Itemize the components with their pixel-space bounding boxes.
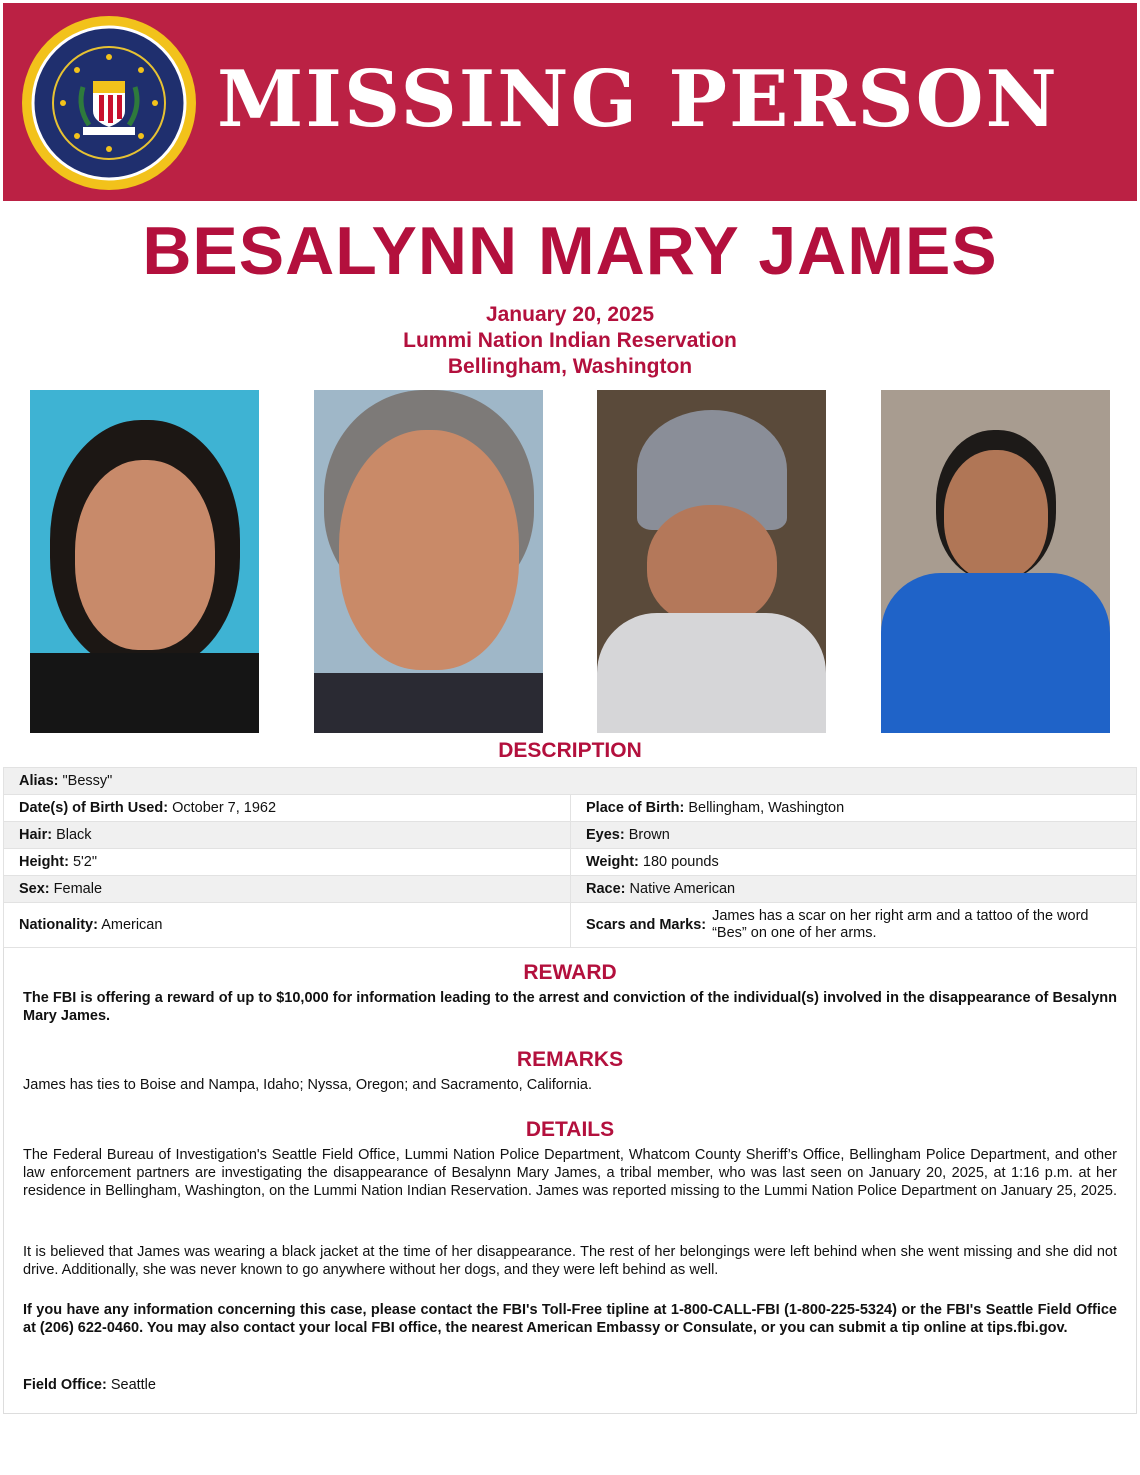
contact-paragraph: If you have any information concerning this case, please contact the FBI's Toll-Free tipline at 1-800-CALL-FBI (1-800-225-5324) or the FBI's Seattle Field Office at (206) 622-0460. You may also contact your local FBI office, the nearest American Embassy or Consulate, or you can submit a tip online at tips.fbi.gov. [23,1302,1117,1336]
missing-date: January 20, 2025 [485,303,655,326]
table-row: Alias: "Bessy" [4,768,1137,795]
details-heading: DETAILS [525,1118,615,1141]
photo-1 [30,390,259,733]
table-row: Date(s) of Birth Used: October 7, 1962 Place of Birth: Bellingham, Washington [4,795,1137,822]
table-row: Sex: Female Race: Native American [4,876,1137,903]
description-heading: DESCRIPTION [498,739,642,762]
field-office: Field Office: Seattle [23,1377,156,1393]
reward-heading: REWARD [523,961,617,984]
remarks-text: James has ties to Boise and Nampa, Idaho; Nyssa, Oregon; and Sacramento, California. [23,1077,593,1093]
details-paragraph-1: The Federal Bureau of Investigation's Seattle Field Office, Lummi Nation Police Department, Whatcom County Sheriff’s Office, Bellingham Police Department, and other law enforcement partners are investigating the disappearance of Besalynn Mary James, a tribal member, who was last seen on January 20, 2025, at 1:16 p.m. at her residence in Bellingham, Washington, on the Lummi Nation Indian Reservation. James was reported missing to the Lummi Nation Police Department on January 25, 2025. [23,1147,1117,1199]
details-paragraph-2: It is believed that James was wearing a black jacket at the time of her disappearance. The rest of her belongings were left behind when she went missing and she did not drive. Additionally, she was never known to go anywhere without her dogs, and they were left behind as well. [23,1244,1117,1278]
photo-3 [597,390,826,733]
table-row: Nationality: American Scars and Marks: James has a scar on her right arm and a tattoo of the word “Bes” on one of her arms. [4,903,1137,948]
person-name: BESALYNN MARY JAMES [142,213,998,289]
location-line-1: Lummi Nation Indian Reservation [403,329,737,352]
photo-4 [881,390,1110,733]
banner-title: MISSING PERSON [217,54,1059,145]
photo-2 [314,390,543,733]
description-table [3,767,1137,948]
header-banner [3,3,1137,201]
table-row: Height: 5'2" Weight: 180 pounds [4,849,1137,876]
reward-text: The FBI is offering a reward of up to $10,000 for information leading to the arrest and conviction of the individual(s) involved in the disappearance of Besalynn Mary James. [23,990,1117,1024]
remarks-heading: REMARKS [516,1048,624,1071]
fbi-seal-logo [21,15,197,191]
table-row: Hair: Black Eyes: Brown [4,822,1137,849]
location-line-2: Bellingham, Washington [447,355,693,378]
